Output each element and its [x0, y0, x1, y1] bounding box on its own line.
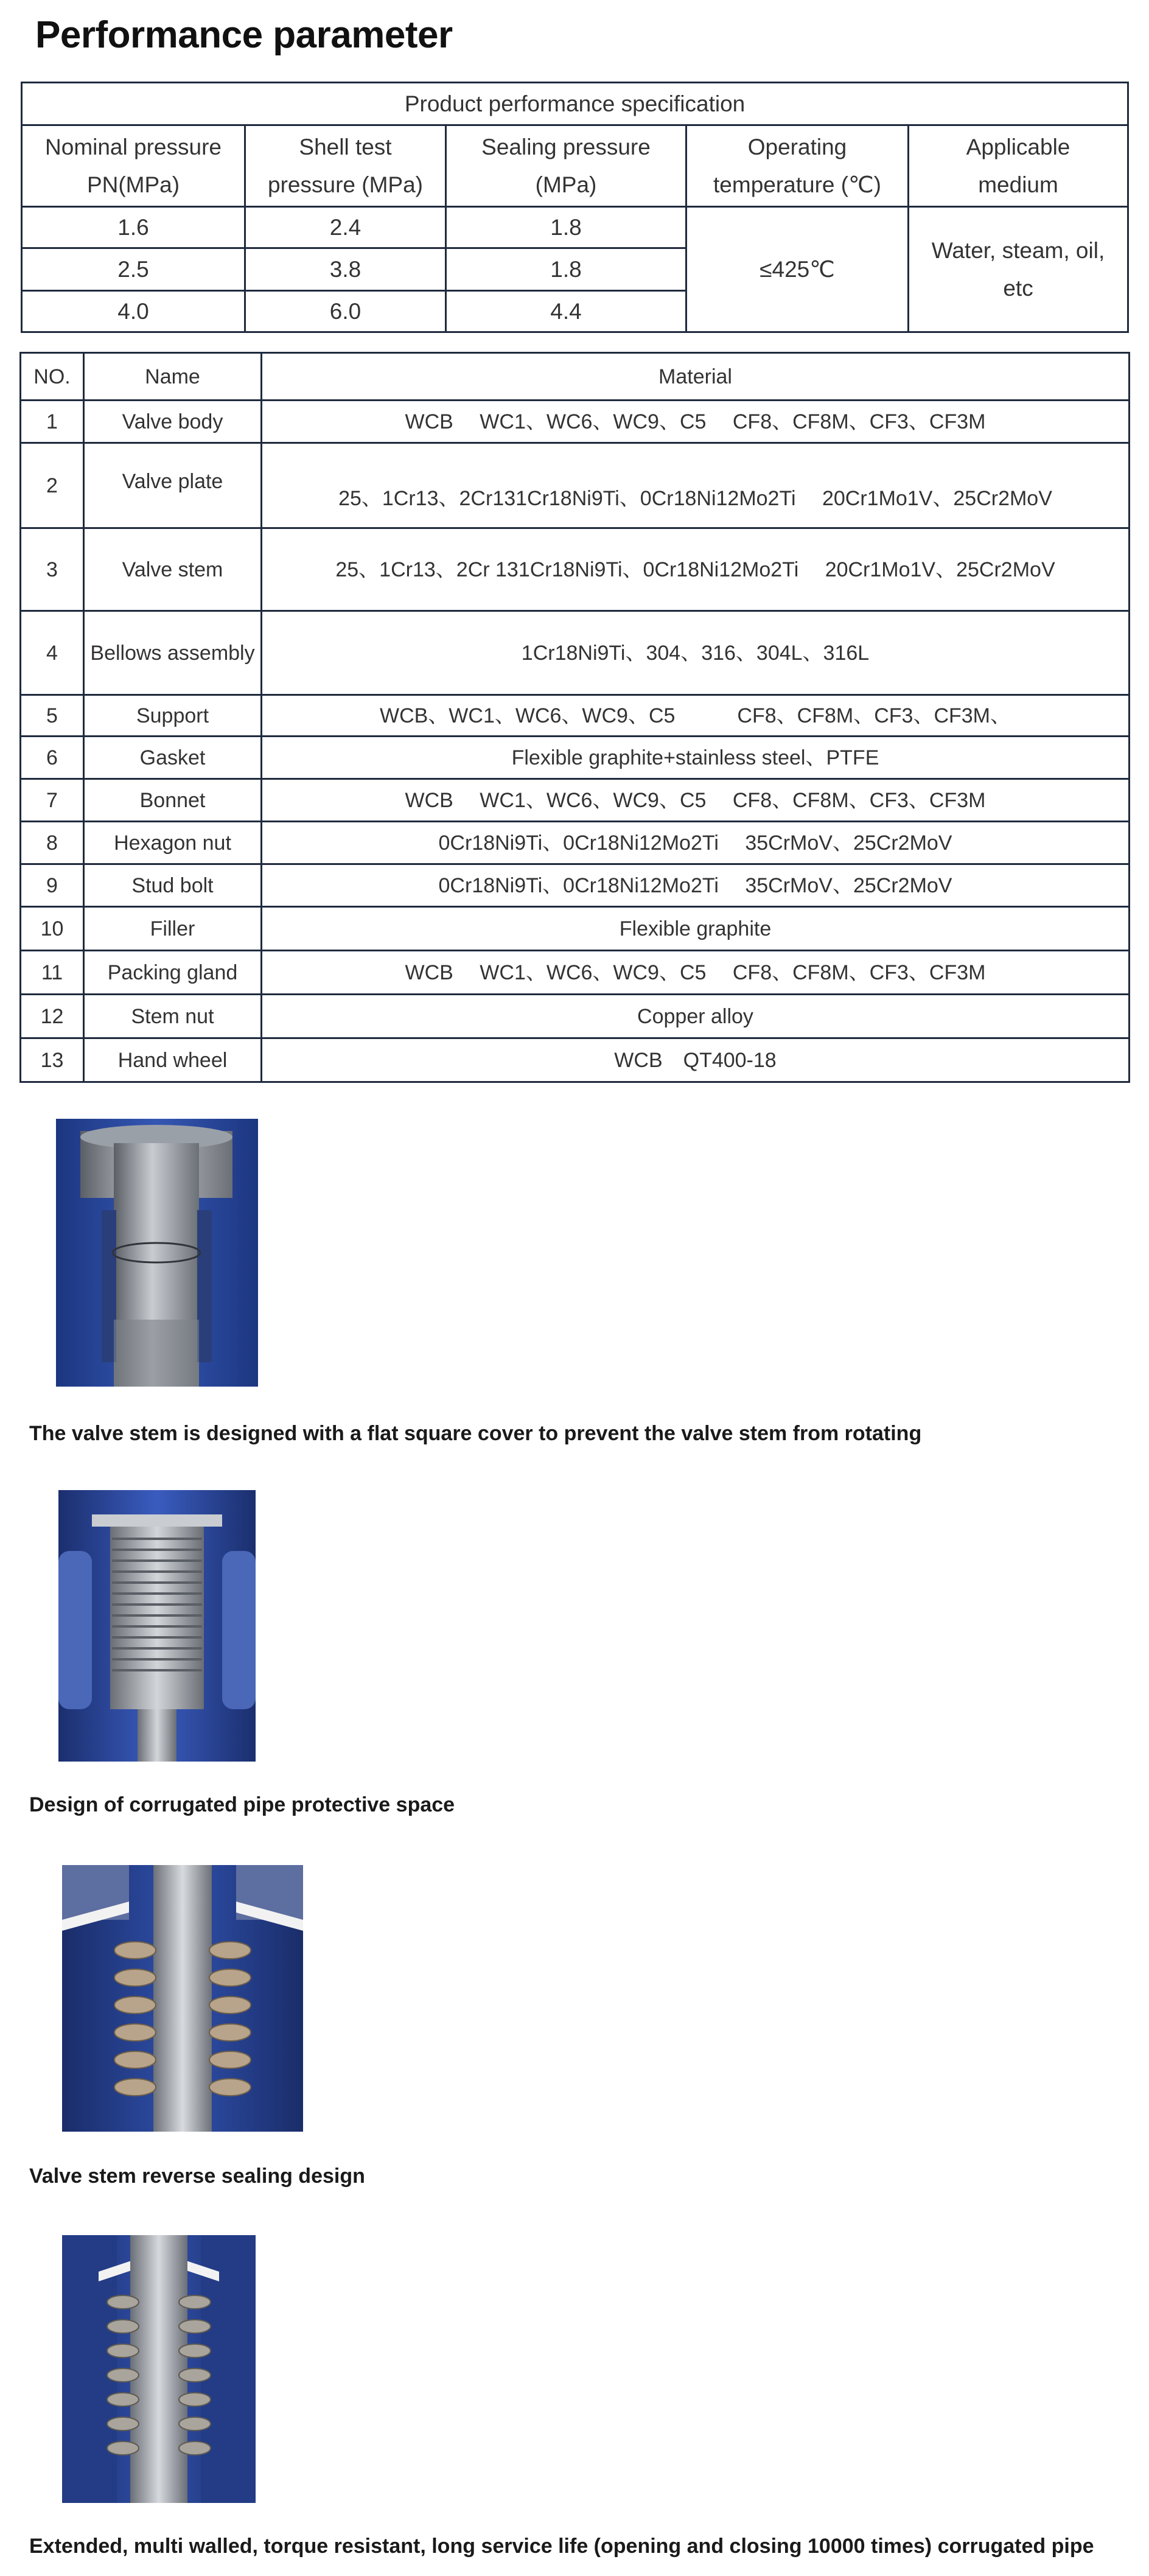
part-material: WCB QT400-18 — [262, 1038, 1130, 1082]
row-number: 4 — [21, 611, 84, 695]
part-material: WCB WC1、WC6、WC9、C5 CF8、CF8M、CF3、CF3M — [262, 951, 1130, 995]
header-operating-temperature: Operating temperature (℃) — [686, 125, 909, 207]
part-material: Copper alloy — [262, 995, 1130, 1038]
part-material: WCB WC1、WC6、WC9、C5 CF8、CF8M、CF3、CF3M — [262, 401, 1130, 443]
row-number: 7 — [21, 779, 84, 822]
part-material: 25、1Cr13、2Cr 131Cr18Ni9Ti、0Cr18Ni12Mo2Ti 20Cr1Mo1V、25Cr2MoV — [262, 528, 1130, 611]
feature-caption: Design of corrugated pipe protective space — [29, 1793, 455, 1816]
table-row — [21, 907, 1130, 951]
cell-nominal-pressure: 4.0 — [22, 291, 245, 332]
part-name: Valve plate — [84, 443, 262, 528]
part-name: Gasket — [84, 737, 262, 779]
table-row — [21, 695, 1130, 737]
part-material: Flexible graphite — [262, 907, 1130, 951]
part-material: WCB、WC1、WC6、WC9、C5 CF8、CF8M、CF3、CF3M、 — [262, 695, 1130, 737]
part-name: Packing gland — [84, 951, 262, 995]
table-row — [21, 611, 1130, 695]
row-number: 12 — [21, 995, 84, 1038]
part-name: Bonnet — [84, 779, 262, 822]
reverse-sealing-illustration — [62, 1865, 303, 2132]
cell-sealing-pressure: 4.4 — [446, 291, 686, 332]
cell-applicable-medium: Water, steam, oil, etc — [909, 207, 1128, 332]
corrugated-pipe-space-illustration — [58, 1490, 256, 1762]
row-number: 13 — [21, 1038, 84, 1082]
part-name: Valve stem — [84, 528, 262, 611]
row-number: 5 — [21, 695, 84, 737]
header-nominal-pressure: Nominal pressure PN(MPa) — [22, 125, 245, 207]
valve-stem-anti-rotation-illustration — [56, 1119, 258, 1387]
part-material: 25、1Cr13、2Cr131Cr18Ni9Ti、0Cr18Ni12Mo2Ti 20Cr1Mo1V、25Cr2MoV — [262, 443, 1130, 528]
part-name: Bellows assembly — [84, 611, 262, 695]
multi-walled-bellows-illustration — [62, 2235, 256, 2503]
row-number: 6 — [21, 737, 84, 779]
table-row — [21, 401, 1130, 443]
part-name: Stem nut — [84, 995, 262, 1038]
row-number: 1 — [21, 401, 84, 443]
table-row — [21, 864, 1130, 907]
table-row — [21, 951, 1130, 995]
row-number: 3 — [21, 528, 84, 611]
header-no: NO. — [21, 353, 84, 401]
performance-table-caption: Product performance specification — [22, 83, 1128, 125]
part-material: Flexible graphite+stainless steel、PTFE — [262, 737, 1130, 779]
table-row — [21, 443, 1130, 528]
header-name: Name — [84, 353, 262, 401]
cell-shell-pressure: 3.8 — [245, 248, 446, 291]
table-row — [21, 528, 1130, 611]
cell-shell-pressure: 2.4 — [245, 207, 446, 248]
row-number: 2 — [21, 443, 84, 528]
table-row — [21, 822, 1130, 864]
part-name: Hexagon nut — [84, 822, 262, 864]
feature-caption: The valve stem is designed with a flat square cover to prevent the valve stem from rotating — [29, 1422, 922, 1445]
cell-shell-pressure: 6.0 — [245, 291, 446, 332]
part-name: Valve body — [84, 401, 262, 443]
part-name: Stud bolt — [84, 864, 262, 907]
header-applicable-medium: Applicable medium — [909, 125, 1128, 207]
row-number: 11 — [21, 951, 84, 995]
part-material: 0Cr18Ni9Ti、0Cr18Ni12Mo2Ti 35CrMoV、25Cr2MoV — [262, 864, 1130, 907]
cell-sealing-pressure: 1.8 — [446, 248, 686, 291]
part-material: 1Cr18Ni9Ti、304、316、304L、316L — [262, 611, 1130, 695]
feature-caption: Valve stem reverse sealing design — [29, 2165, 365, 2188]
part-name: Hand wheel — [84, 1038, 262, 1082]
cell-sealing-pressure: 1.8 — [446, 207, 686, 248]
part-material: WCB WC1、WC6、WC9、C5 CF8、CF8M、CF3、CF3M — [262, 779, 1130, 822]
table-row — [22, 207, 1128, 248]
table-row — [21, 1038, 1130, 1082]
part-name: Support — [84, 695, 262, 737]
table-row — [21, 779, 1130, 822]
cell-nominal-pressure: 2.5 — [22, 248, 245, 291]
row-number: 8 — [21, 822, 84, 864]
cell-operating-temperature: ≤425℃ — [686, 207, 909, 332]
header-sealing-pressure: Sealing pressure (MPa) — [446, 125, 686, 207]
part-material: 0Cr18Ni9Ti、0Cr18Ni12Mo2Ti 35CrMoV、25Cr2MoV — [262, 822, 1130, 864]
part-name: Filler — [84, 907, 262, 951]
row-number: 9 — [21, 864, 84, 907]
header-material: Material — [262, 353, 1130, 401]
materials-table — [19, 352, 1130, 1083]
performance-spec-table — [21, 82, 1129, 333]
header-shell-test-pressure: Shell test pressure (MPa) — [245, 125, 446, 207]
table-row — [21, 995, 1130, 1038]
feature-caption: Extended, multi walled, torque resistant, long service life (opening and closing 10000 times) corrugated pipe — [29, 2535, 1094, 2558]
page-title: Performance parameter — [35, 14, 453, 56]
row-number: 10 — [21, 907, 84, 951]
cell-nominal-pressure: 1.6 — [22, 207, 245, 248]
table-row — [21, 737, 1130, 779]
